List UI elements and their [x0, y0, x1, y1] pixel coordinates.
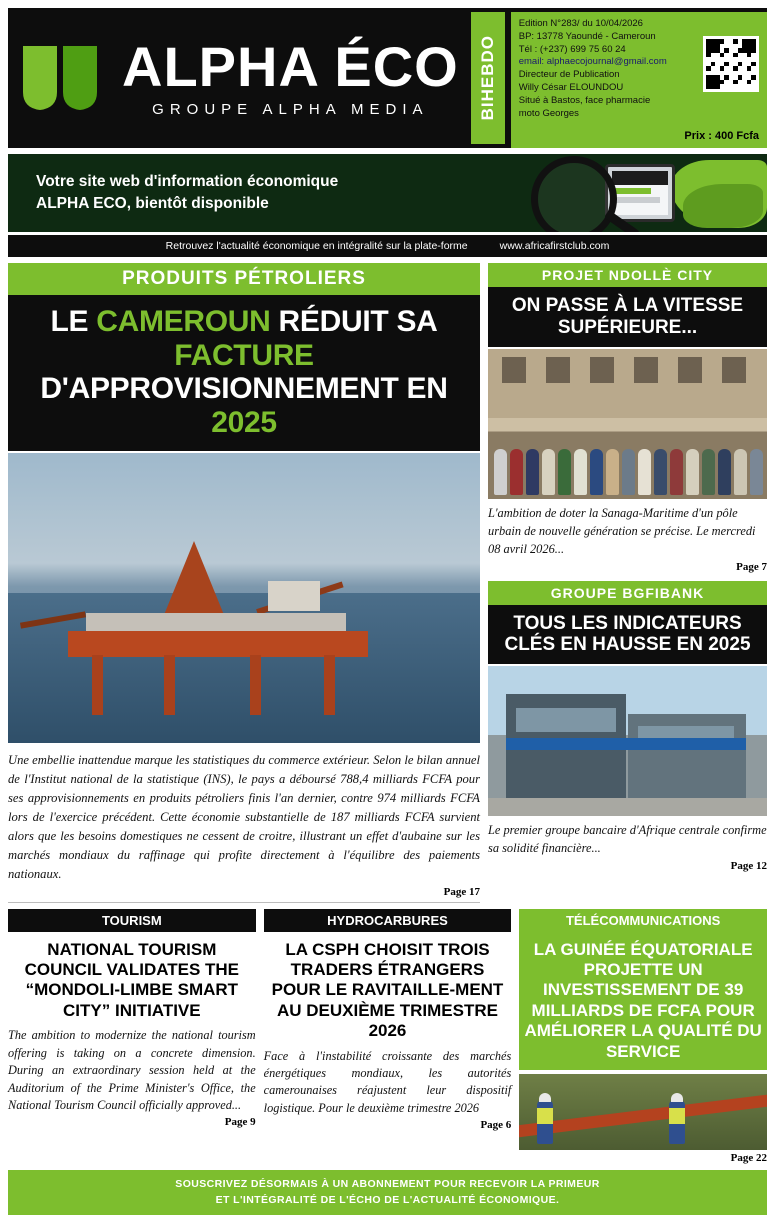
bottom-stories: [8, 909, 767, 1164]
telecom-title: LA GUINÉE ÉQUATORIALE PROJETTE UN INVESTISSEMENT DE 39 MILLIARDS DE FCFA POUR AMÉLIORER LA QUALITÉ DU SERVICE: [519, 932, 767, 1070]
tel-line: Tél : (+237) 699 75 60 24: [518, 43, 626, 55]
story-bgfibank: [488, 581, 767, 873]
email-line[interactable]: email: alphaecojournal@gmail.com: [518, 56, 667, 68]
director-label: Directeur de Publication: [518, 69, 620, 81]
hydrocarbures-title: LA CSPH CHOISIT TROIS TRADERS ÉTRANGERS POUR LE RAVITAILLE-MENT AU DEUXIÈME TRIMESTRE 2026: [271, 939, 504, 1041]
story-telecommunications: [519, 909, 767, 1164]
masthead: [8, 8, 767, 148]
story-tourism: [8, 909, 256, 1164]
ndolle-photo-group: [488, 349, 767, 499]
platform-strip-text: Retrouvez l'actualité économique en intégralité sur la plate-forme: [165, 240, 468, 252]
lead-headline: [8, 295, 480, 451]
hydrocarbures-ribbon: HYDROCARBURES: [264, 909, 512, 932]
hydrocarbures-page-ref[interactable]: Page 6: [480, 1119, 512, 1132]
masthead-title-block: [118, 8, 459, 148]
bgfi-page-ref[interactable]: Page 12: [730, 860, 767, 873]
ndolle-page-ref[interactable]: Page 7: [736, 560, 767, 573]
ndolle-title: ON PASSE À LA VITESSE SUPÉRIEURE...: [488, 287, 767, 347]
newspaper-page: [0, 8, 775, 1206]
promo-text: [8, 171, 338, 216]
bgfi-title: TOUS LES INDICATEURS CLÉS EN HAUSSE EN 2025: [488, 605, 767, 665]
ndolle-caption: L'ambition de doter la Sanaga-Maritime d'un pôle urbain de nouvelle génération se précise. Le mercredi 08 avril 2026...: [488, 505, 756, 556]
headline-cameroun: CAMEROUN: [96, 305, 271, 338]
footer-line-2: ET L'INTÉGRALITÉ DE L'ÉCHO DE L'ACTUALITÉ ÉCONOMIQUE.: [215, 1193, 560, 1206]
address-line-1: Situé à Bastos, face pharmacie: [518, 94, 651, 106]
headline-part-2: RÉDUIT SA: [270, 305, 438, 338]
story-ndolle-city: [488, 263, 767, 573]
lead-body-text: Une embellie inattendue marque les statistiques du commerce extérieur. Selon le bilan annuel de l'Institut national de la statistique (INS), le pays a déboursé 788,4 milliards FCFA pour ses approvisionnements en produits pétroliers finis l'an dernier, contre 974 milliards FCFA lors de l'exercice précédent. Cette économie substantielle de 187 milliards FCFA survient alors que les besoins domestiques ne cessent de croitre, illustrant un effet d'aubaine sur les marchés mondiaux du raffinage qui profite directement à l'équilibre des paiements nationaux.: [8, 753, 480, 881]
bp-line: BP: 13778 Yaoundé - Cameroun: [518, 30, 656, 42]
lead-page-ref[interactable]: Page 17: [443, 885, 480, 898]
lead-story-column: [8, 263, 480, 903]
tourism-title: NATIONAL TOURISM COUNCIL VALIDATES THE “MONDOLI-LIMBE SMART CITY” INITIATIVE: [24, 939, 240, 1020]
tourism-body: The ambition to modernize the national tourism offering is taking on a concrete dimension. During an extraordinary session held at the Auditorium of the Prime Minister's Office, the National Tourism Council officially approved...: [8, 1028, 256, 1112]
alpha-eco-logo-icon: [8, 8, 118, 148]
promo-line-2: ALPHA ECO, bientôt disponible: [36, 195, 269, 212]
lead-kicker: PRODUITS PÉTROLIERS: [8, 263, 480, 295]
cloth-shape-2: [683, 184, 763, 228]
masthead-info: [511, 12, 767, 148]
bgfi-photo-building: [488, 666, 767, 816]
main-content: [8, 263, 767, 903]
logo-eco: ÉCO: [334, 34, 459, 98]
headline-facture: FACTURE: [174, 338, 314, 372]
story-hydrocarbures: [264, 909, 512, 1164]
qr-code-icon[interactable]: [703, 36, 759, 92]
edition-line: Edition N°283/ du 10/04/2026: [518, 18, 643, 29]
magnifier-icon: [531, 156, 617, 232]
subscription-footer: [8, 1170, 767, 1215]
headline-part-3: D'APPROVISIONNEMENT EN: [40, 372, 448, 406]
secondary-stories-column: [488, 263, 767, 903]
footer-line-1: SOUSCRIVEZ DÉSORMAIS À UN ABONNEMENT POUR RECEVOIR LA PRIMEUR: [175, 1177, 600, 1190]
promo-artwork: [447, 154, 767, 232]
telecom-photo-workers: [519, 1074, 767, 1150]
oil-rig-illustration: [68, 545, 368, 715]
ndolle-ribbon: PROJET NDOLLÈ CITY: [488, 263, 767, 287]
logo-alpha: ALPHA: [122, 34, 318, 98]
bihebdo-badge: [471, 12, 505, 144]
director-name: Willy César ELOUNDOU: [518, 82, 624, 94]
telecom-page-ref[interactable]: Page 22: [730, 1151, 767, 1164]
promo-banner: [8, 154, 767, 232]
logo-subtitle: GROUPE ALPHA MEDIA: [152, 100, 429, 118]
platform-strip-url[interactable]: www.africafirstclub.com: [499, 240, 610, 252]
promo-line-1: Votre site web d'information économique: [36, 172, 339, 190]
bgfi-caption: Le premier groupe bancaire d'Afrique centrale confirme sa solidité financière...: [488, 823, 767, 856]
headline-part-1: LE: [50, 305, 97, 338]
headline-2025: 2025: [211, 405, 277, 439]
address-line-2: moto Georges: [518, 107, 579, 119]
logo-title: [122, 34, 459, 98]
platform-strip: [8, 235, 767, 257]
price-label: Prix : 400 Fcfa: [684, 130, 759, 143]
tourism-page-ref[interactable]: Page 9: [224, 1116, 256, 1129]
bihebdo-label: BIHEBDO: [477, 35, 497, 121]
tourism-ribbon: TOURISM: [8, 909, 256, 932]
telecom-ribbon: TÉLÉCOMMUNICATIONS: [519, 909, 767, 932]
bgfi-ribbon: GROUPE BGFIBANK: [488, 581, 767, 605]
lead-photo-oil-rig: [8, 453, 480, 743]
hydrocarbures-body: Face à l'instabilité croissante des marchés énergétiques mondiaux, les autorités camerounaises réajustent leur dispositif logistique. Pour le deuxième trimestre 2026: [263, 1048, 512, 1115]
